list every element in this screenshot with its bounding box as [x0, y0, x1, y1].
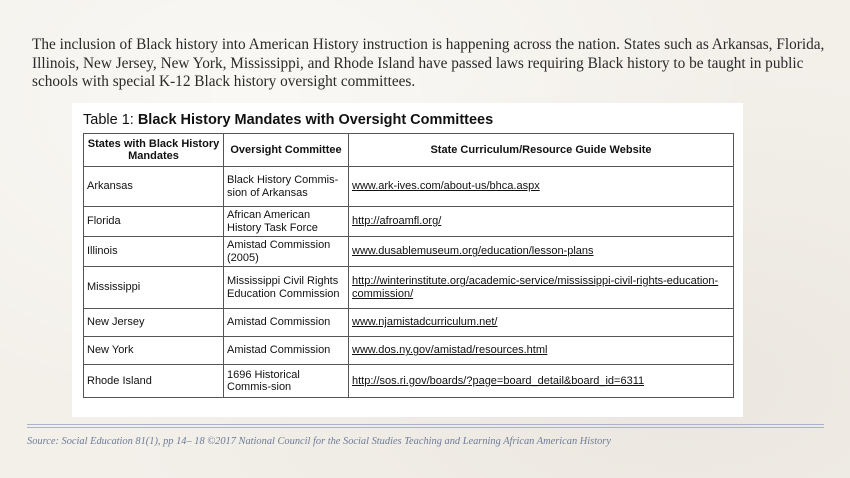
- table-row: [84, 167, 734, 207]
- table-row: [84, 309, 734, 337]
- committee-cell: Black History Commis-sion of Arkansas: [224, 167, 349, 207]
- committee-cell: Mississippi Civil Rights Education Commission: [224, 267, 349, 309]
- committee-cell: 1696 Historical Commis-sion: [224, 365, 349, 398]
- state-cell: Arkansas: [84, 167, 224, 207]
- website-link[interactable]: www.dusablemuseum.org/education/lesson-plans: [349, 237, 734, 267]
- intro-paragraph: The inclusion of Black history into American History instruction is happening across the nation. States such as Arkansas, Florida, Illinois, New Jersey, New York, Mississippi, and Rhode Island have passed laws requiring Black history to be taught in public schools with special K-12 Black history oversight committees.: [32, 36, 825, 90]
- table-image-panel: [72, 103, 743, 417]
- committee-cell: Amistad Commission: [224, 309, 349, 337]
- state-cell: Mississippi: [84, 267, 224, 309]
- committee-cell: Amistad Commission (2005): [224, 237, 349, 267]
- header-committee: Oversight Committee: [224, 134, 349, 167]
- committee-cell: Amistad Commission: [224, 337, 349, 365]
- website-link[interactable]: http://sos.ri.gov/boards/?page=board_detail&board_id=6311: [349, 365, 734, 398]
- state-cell: Florida: [84, 207, 224, 237]
- table-caption-title: Black History Mandates with Oversight Committees: [137, 112, 494, 128]
- state-cell: New York: [84, 337, 224, 365]
- state-cell: Illinois: [84, 237, 224, 267]
- source-citation: Source: Social Education 81(1), pp 14– 18 ©2017 National Council for the Social Studies Teaching and Learning African American History: [27, 436, 611, 447]
- website-link[interactable]: http://winterinstitute.org/academic-service/mississippi-civil-rights-education-commission/: [349, 267, 734, 309]
- table-row: [84, 337, 734, 365]
- website-link[interactable]: www.dos.ny.gov/amistad/resources.html: [349, 337, 734, 365]
- divider-line: [27, 424, 824, 425]
- table-caption-prefix: Table 1:: [83, 112, 138, 128]
- table-row: [84, 207, 734, 237]
- mandates-table: [83, 133, 734, 398]
- divider-line: [27, 427, 824, 428]
- table-header-row: [84, 134, 734, 167]
- website-link[interactable]: www.njamistadcurriculum.net/: [349, 309, 734, 337]
- website-link[interactable]: www.ark-ives.com/about-us/bhca.aspx: [349, 167, 734, 207]
- website-link[interactable]: http://afroamfl.org/: [349, 207, 734, 237]
- header-states: States with Black History Mandates: [84, 134, 224, 167]
- table-row: [84, 267, 734, 309]
- committee-cell: African American History Task Force: [224, 207, 349, 237]
- table-caption: [83, 112, 493, 128]
- state-cell: Rhode Island: [84, 365, 224, 398]
- table-row: [84, 237, 734, 267]
- state-cell: New Jersey: [84, 309, 224, 337]
- header-website: State Curriculum/Resource Guide Website: [349, 134, 734, 167]
- table-row: [84, 365, 734, 398]
